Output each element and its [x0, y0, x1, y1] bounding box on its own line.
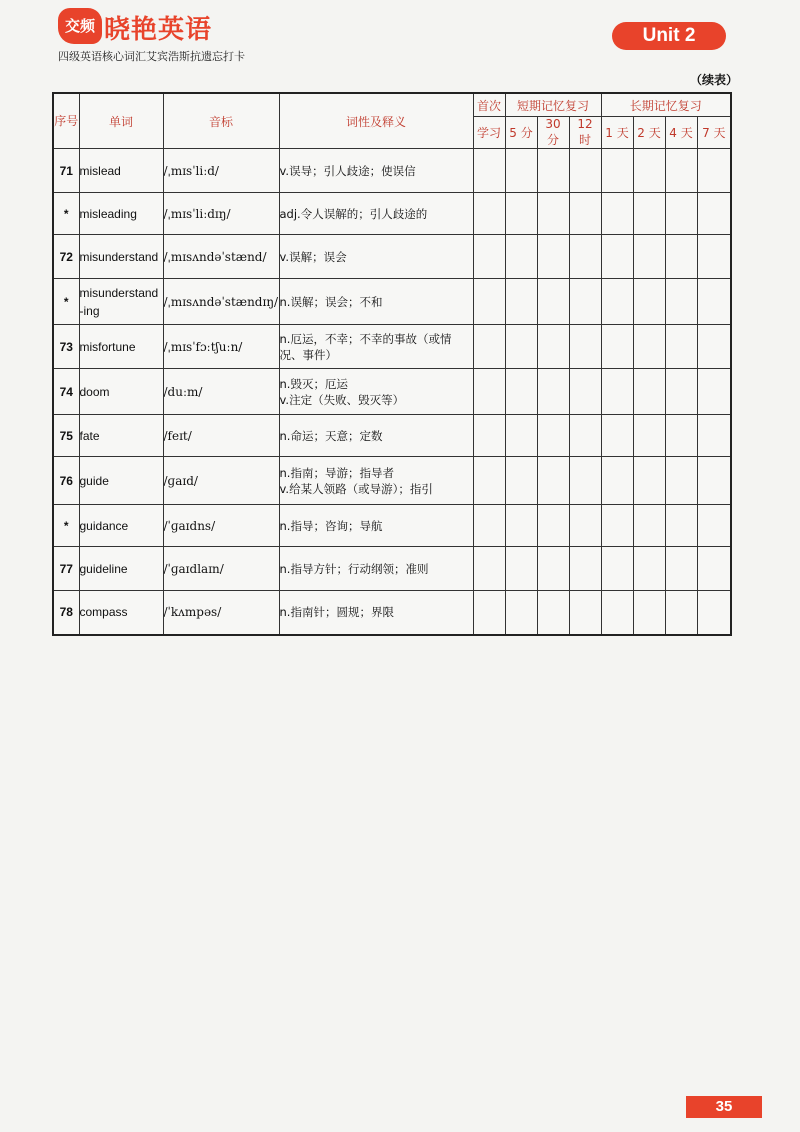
review-checkbox-cell[interactable]	[601, 547, 633, 591]
review-checkbox-cell[interactable]	[537, 325, 569, 369]
header-phonetic: 音标	[163, 93, 279, 149]
review-checkbox-cell[interactable]	[473, 505, 505, 547]
row-meaning	[279, 591, 473, 635]
review-checkbox-cell[interactable]	[665, 591, 697, 635]
meaning-line: n.指南；导游；指导者	[279, 465, 394, 480]
review-checkbox-cell[interactable]	[505, 505, 537, 547]
review-checkbox-cell[interactable]	[569, 149, 601, 193]
review-checkbox-cell[interactable]	[601, 235, 633, 279]
review-checkbox-cell[interactable]	[505, 279, 537, 325]
review-checkbox-cell[interactable]	[665, 235, 697, 279]
row-seq: 72	[53, 235, 79, 279]
row-word: doom	[79, 369, 163, 415]
review-checkbox-cell[interactable]	[537, 235, 569, 279]
row-seq: 77	[53, 547, 79, 591]
review-checkbox-cell[interactable]	[505, 235, 537, 279]
table-row	[53, 591, 731, 635]
row-phonetic: /ˌmɪsʌndəˈstændɪŋ/	[163, 279, 279, 325]
meaning-line: n.厄运，不幸；不幸的事故（或情	[279, 331, 452, 346]
review-checkbox-cell[interactable]	[633, 235, 665, 279]
review-checkbox-cell[interactable]	[505, 547, 537, 591]
meaning-line: 况、事件）	[279, 347, 337, 362]
review-checkbox-cell[interactable]	[633, 457, 665, 505]
row-word: fate	[79, 415, 163, 457]
review-checkbox-cell[interactable]	[569, 505, 601, 547]
review-checkbox-cell[interactable]	[537, 547, 569, 591]
table-row	[53, 369, 731, 415]
meaning-line: n.命运；天意；定数	[279, 428, 383, 443]
header-short-term: 短期记忆复习	[505, 93, 601, 117]
review-checkbox-cell[interactable]	[569, 279, 601, 325]
row-seq: 74	[53, 369, 79, 415]
review-checkbox-cell[interactable]	[601, 591, 633, 635]
review-checkbox-cell[interactable]	[633, 505, 665, 547]
review-checkbox-cell[interactable]	[537, 279, 569, 325]
review-checkbox-cell[interactable]	[697, 547, 731, 591]
review-checkbox-cell[interactable]	[633, 193, 665, 235]
review-checkbox-cell[interactable]	[697, 505, 731, 547]
brand-logo: 交频	[58, 8, 102, 44]
table-row	[53, 505, 731, 547]
review-checkbox-cell[interactable]	[697, 235, 731, 279]
review-checkbox-cell[interactable]	[473, 547, 505, 591]
table-row	[53, 193, 731, 235]
review-checkbox-cell[interactable]	[537, 369, 569, 415]
row-word: mislead	[79, 149, 163, 193]
vocabulary-table	[52, 92, 732, 636]
review-checkbox-cell[interactable]	[697, 325, 731, 369]
review-checkbox-cell[interactable]	[697, 279, 731, 325]
row-word: misleading	[79, 193, 163, 235]
header-long-col: 7 天	[697, 117, 731, 149]
review-checkbox-cell[interactable]	[473, 457, 505, 505]
meaning-line: v.误解；误会	[279, 249, 347, 264]
row-seq: *	[53, 279, 79, 325]
review-checkbox-cell[interactable]	[569, 369, 601, 415]
header-long-col: 1 天	[601, 117, 633, 149]
row-meaning	[279, 193, 473, 235]
table-row	[53, 235, 731, 279]
review-checkbox-cell[interactable]	[665, 505, 697, 547]
row-word: misunderstand	[79, 235, 163, 279]
continued-label: （续表）	[690, 73, 739, 87]
review-checkbox-cell[interactable]	[665, 457, 697, 505]
row-phonetic: /duːm/	[163, 369, 279, 415]
meaning-line: n.误解；误会；不和	[279, 294, 383, 309]
review-checkbox-cell[interactable]	[473, 193, 505, 235]
meaning-line: n.指南针；圆规；界限	[279, 605, 394, 620]
header-first-study-bottom: 学习	[473, 117, 505, 149]
meaning-line: n.指导；咨询；导航	[279, 518, 383, 533]
review-checkbox-cell[interactable]	[601, 149, 633, 193]
row-meaning	[279, 235, 473, 279]
unit-badge: Unit 2	[612, 22, 726, 50]
row-phonetic: /feɪt/	[163, 415, 279, 457]
page-number: 35	[686, 1096, 762, 1118]
review-checkbox-cell[interactable]	[505, 415, 537, 457]
review-checkbox-cell[interactable]	[537, 149, 569, 193]
table-row	[53, 415, 731, 457]
row-phonetic: /ˈkʌmpəs/	[163, 591, 279, 635]
review-checkbox-cell[interactable]	[505, 193, 537, 235]
review-checkbox-cell[interactable]	[633, 591, 665, 635]
review-checkbox-cell[interactable]	[537, 591, 569, 635]
review-checkbox-cell[interactable]	[601, 415, 633, 457]
review-checkbox-cell[interactable]	[473, 591, 505, 635]
review-checkbox-cell[interactable]	[633, 415, 665, 457]
review-checkbox-cell[interactable]	[601, 457, 633, 505]
review-checkbox-cell[interactable]	[473, 149, 505, 193]
header-long-col: 2 天	[633, 117, 665, 149]
review-checkbox-cell[interactable]	[633, 369, 665, 415]
review-checkbox-cell[interactable]	[665, 369, 697, 415]
review-checkbox-cell[interactable]	[473, 325, 505, 369]
review-checkbox-cell[interactable]	[697, 591, 731, 635]
brand-name: 晓艳英语	[104, 15, 213, 45]
review-checkbox-cell[interactable]	[569, 457, 601, 505]
vocabulary-rows	[53, 149, 731, 635]
header-seq: 序号	[53, 93, 79, 149]
row-word: guideline	[79, 547, 163, 591]
review-checkbox-cell[interactable]	[697, 149, 731, 193]
row-seq: 78	[53, 591, 79, 635]
review-checkbox-cell[interactable]	[537, 193, 569, 235]
row-phonetic: /ˌmɪsˈliːd/	[163, 149, 279, 193]
header-first-study-top: 首次	[473, 93, 505, 117]
review-checkbox-cell[interactable]	[665, 415, 697, 457]
row-phonetic: /ˌmɪsˈliːdɪŋ/	[163, 193, 279, 235]
row-seq: 75	[53, 415, 79, 457]
review-checkbox-cell[interactable]	[569, 235, 601, 279]
row-phonetic: /ˈɡaɪdlaɪn/	[163, 547, 279, 591]
row-meaning	[279, 505, 473, 547]
table-row	[53, 149, 731, 193]
header-long-col: 4 天	[665, 117, 697, 149]
row-seq: 76	[53, 457, 79, 505]
row-word: misfortune	[79, 325, 163, 369]
table-row	[53, 547, 731, 591]
row-seq: 71	[53, 149, 79, 193]
row-word: misunderstand -ing	[79, 279, 163, 325]
review-checkbox-cell[interactable]	[569, 547, 601, 591]
header-short-col: 5 分	[505, 117, 537, 149]
review-checkbox-cell[interactable]	[505, 325, 537, 369]
row-word: compass	[79, 591, 163, 635]
row-seq: *	[53, 193, 79, 235]
review-checkbox-cell[interactable]	[697, 369, 731, 415]
review-checkbox-cell[interactable]	[697, 457, 731, 505]
review-checkbox-cell[interactable]	[537, 505, 569, 547]
review-checkbox-cell[interactable]	[505, 369, 537, 415]
review-checkbox-cell[interactable]	[633, 149, 665, 193]
review-checkbox-cell[interactable]	[473, 235, 505, 279]
review-checkbox-cell[interactable]	[665, 149, 697, 193]
row-meaning	[279, 369, 473, 415]
row-phonetic: /ɡaɪd/	[163, 457, 279, 505]
review-checkbox-cell[interactable]	[601, 325, 633, 369]
review-checkbox-cell[interactable]	[633, 325, 665, 369]
review-checkbox-cell[interactable]	[665, 547, 697, 591]
review-checkbox-cell[interactable]	[601, 193, 633, 235]
review-checkbox-cell[interactable]	[569, 193, 601, 235]
header-long-term: 长期记忆复习	[601, 93, 731, 117]
row-meaning	[279, 547, 473, 591]
review-checkbox-cell[interactable]	[505, 591, 537, 635]
row-word: guidance	[79, 505, 163, 547]
row-meaning	[279, 279, 473, 325]
row-phonetic: /ˌmɪsˈfɔːtʃuːn/	[163, 325, 279, 369]
row-meaning	[279, 457, 473, 505]
meaning-line: v.误导；引人歧途；使误信	[279, 163, 416, 178]
table-row	[53, 457, 731, 505]
row-meaning	[279, 149, 473, 193]
meaning-line: v.注定（失败、毁灭等）	[279, 392, 405, 407]
review-checkbox-cell[interactable]	[537, 457, 569, 505]
review-checkbox-cell[interactable]	[633, 547, 665, 591]
table-row	[53, 325, 731, 369]
review-checkbox-cell[interactable]	[601, 505, 633, 547]
review-checkbox-cell[interactable]	[569, 415, 601, 457]
row-word: guide	[79, 457, 163, 505]
review-checkbox-cell[interactable]	[505, 149, 537, 193]
review-checkbox-cell[interactable]	[569, 325, 601, 369]
book-subtitle: 四级英语核心词汇艾宾浩斯抗遗忘打卡	[58, 50, 245, 63]
header-word: 单词	[79, 93, 163, 149]
review-checkbox-cell[interactable]	[665, 325, 697, 369]
review-checkbox-cell[interactable]	[473, 369, 505, 415]
meaning-line: n.毁灭；厄运	[279, 376, 348, 391]
review-checkbox-cell[interactable]	[569, 591, 601, 635]
meaning-line: adj.令人误解的；引人歧途的	[279, 206, 428, 221]
header-short-col: 30 分	[537, 117, 569, 149]
review-checkbox-cell[interactable]	[473, 279, 505, 325]
review-checkbox-cell[interactable]	[697, 193, 731, 235]
review-checkbox-cell[interactable]	[473, 415, 505, 457]
row-meaning	[279, 415, 473, 457]
page-header	[0, 0, 800, 90]
review-checkbox-cell[interactable]	[601, 279, 633, 325]
row-seq: 73	[53, 325, 79, 369]
review-checkbox-cell[interactable]	[537, 415, 569, 457]
row-phonetic: /ˌmɪsʌndəˈstænd/	[163, 235, 279, 279]
review-checkbox-cell[interactable]	[633, 279, 665, 325]
header-meaning: 词性及释义	[279, 93, 473, 149]
row-meaning	[279, 325, 473, 369]
review-checkbox-cell[interactable]	[665, 193, 697, 235]
review-checkbox-cell[interactable]	[697, 415, 731, 457]
table-row	[53, 279, 731, 325]
review-checkbox-cell[interactable]	[601, 369, 633, 415]
row-phonetic: /ˈɡaɪdns/	[163, 505, 279, 547]
review-checkbox-cell[interactable]	[505, 457, 537, 505]
row-seq: *	[53, 505, 79, 547]
meaning-line: n.指导方针；行动纲领；准则	[279, 561, 429, 576]
header-short-col: 12 时	[569, 117, 601, 149]
meaning-line: v.给某人领路（或导游）；指引	[279, 481, 433, 496]
review-checkbox-cell[interactable]	[665, 279, 697, 325]
